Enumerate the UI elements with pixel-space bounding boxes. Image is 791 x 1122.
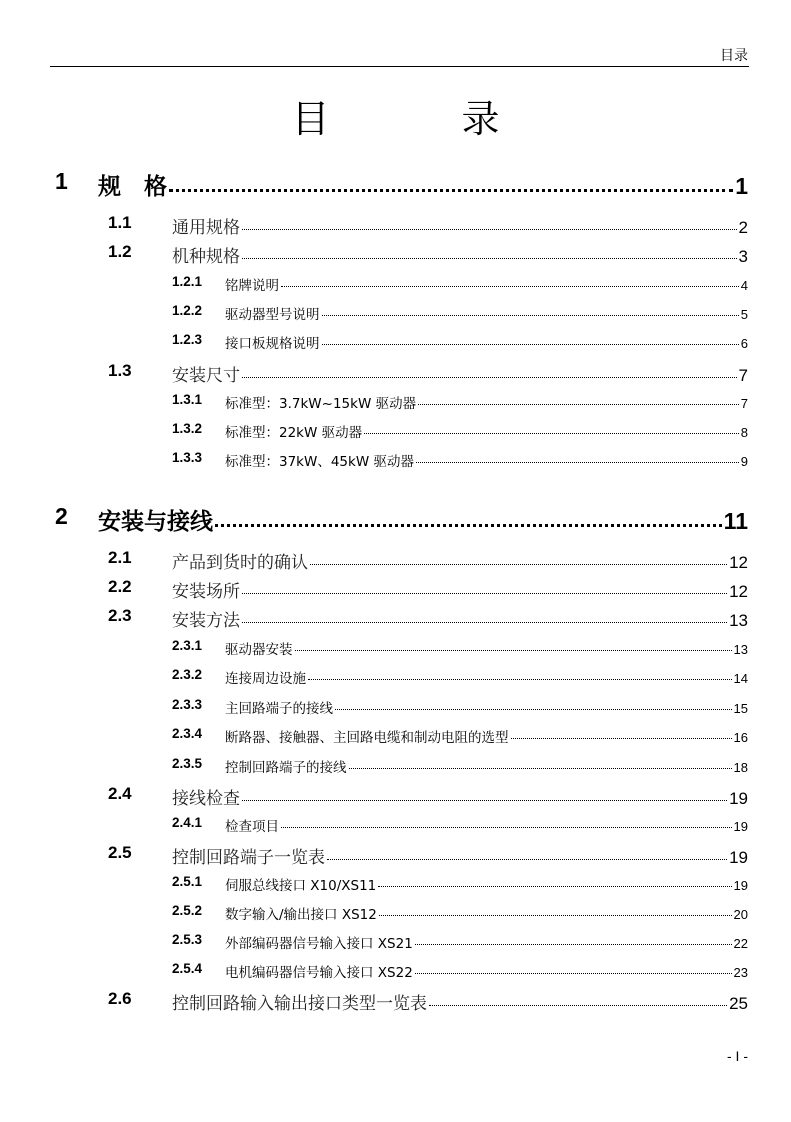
toc-entry-number: 1.3.3 xyxy=(172,450,203,465)
toc-entry[interactable] xyxy=(0,874,748,894)
toc-entry-number: 1.3.2 xyxy=(172,421,203,436)
toc-leader-dots xyxy=(322,344,739,345)
toc-entry-number: 2.3.5 xyxy=(172,756,203,771)
toc-entry-number: 2.3.4 xyxy=(172,726,203,741)
toc-entry-title: 规 格 xyxy=(98,174,167,200)
toc-leader-dots xyxy=(378,886,731,887)
toc-entry[interactable] xyxy=(0,242,748,267)
toc-entry[interactable] xyxy=(0,784,748,809)
toc-leader-dots xyxy=(281,827,732,828)
toc-entry-title: 驱动器型号说明 xyxy=(225,307,320,323)
toc-entry-number: 1.2.2 xyxy=(172,303,203,318)
toc-entry[interactable] xyxy=(0,932,748,952)
toc-leader-dots xyxy=(322,315,739,316)
toc-entry-title: 标准型：3.7kW~15kW 驱动器 xyxy=(225,396,417,412)
toc-entry[interactable] xyxy=(0,332,748,352)
toc-leader-dots xyxy=(308,679,732,680)
toc-entry-page: 6 xyxy=(740,336,748,351)
toc-entry-page: 2 xyxy=(738,218,748,237)
toc-entry-title: 数字输入/输出接口 XS12 xyxy=(225,907,377,923)
toc-entry-number: 2.5.1 xyxy=(172,874,203,889)
toc-entry-number: 2.3.1 xyxy=(172,638,203,653)
toc-entry-title: 接线检查 xyxy=(172,789,240,809)
toc-entry-title: 安装尺寸 xyxy=(172,366,240,386)
toc-entry-number: 1 xyxy=(55,168,68,194)
toc-entry-number: 2 xyxy=(55,503,68,529)
page-number: - I - xyxy=(727,1048,748,1064)
toc-entry[interactable] xyxy=(0,421,748,441)
toc-entry[interactable] xyxy=(0,361,748,386)
toc-entry-page: 4 xyxy=(740,278,748,293)
toc-entry-number: 1.3.1 xyxy=(172,392,203,407)
toc-leader-dots xyxy=(242,229,737,230)
toc-entry-number: 2.1 xyxy=(108,548,132,567)
toc-entry-page: 19 xyxy=(733,819,748,834)
toc-entry-title: 控制回路端子一览表 xyxy=(172,848,325,868)
toc-entry-number: 2.4.1 xyxy=(172,815,203,830)
toc-entry-title: 接口板规格说明 xyxy=(225,336,320,352)
toc-entry[interactable] xyxy=(0,392,748,412)
toc-entry[interactable] xyxy=(0,961,748,981)
toc-entry[interactable] xyxy=(0,450,748,470)
toc-entry-page: 3 xyxy=(738,247,748,266)
toc-entry-title: 主回路端子的接线 xyxy=(225,701,333,717)
toc-leader-dots xyxy=(418,404,739,405)
toc-entry-number: 2.2 xyxy=(108,577,132,596)
toc-leader-dots xyxy=(415,944,732,945)
toc-entry-page: 25 xyxy=(729,994,748,1013)
toc-entry-page: 22 xyxy=(733,936,748,951)
toc-entry[interactable] xyxy=(0,989,748,1014)
toc-entry[interactable] xyxy=(0,213,748,238)
toc-entry[interactable] xyxy=(0,503,748,536)
toc-entry-title: 控制回路端子的接线 xyxy=(225,760,347,776)
toc-entry-page: 19 xyxy=(729,789,748,808)
toc-entry-title: 电机编码器信号输入接口 XS22 xyxy=(225,965,413,981)
toc-leader-dots xyxy=(281,286,739,287)
toc-leader-dots xyxy=(327,859,727,860)
toc-leader-dots xyxy=(379,915,732,916)
page-title: 目 录 xyxy=(291,97,560,141)
toc-entry-number: 2.5 xyxy=(108,843,132,862)
toc-entry-page: 12 xyxy=(729,582,748,601)
toc-entry-number: 2.3 xyxy=(108,606,132,625)
toc-entry-number: 2.5.2 xyxy=(172,903,203,918)
toc-entry-number: 2.5.4 xyxy=(172,961,203,976)
toc-entry[interactable] xyxy=(0,667,748,687)
toc-entry[interactable] xyxy=(0,726,748,746)
toc-entry[interactable] xyxy=(0,577,748,602)
toc-leader-dots xyxy=(242,258,737,259)
toc-leader-dots xyxy=(169,189,733,192)
toc-leader-dots xyxy=(511,738,732,739)
toc-entry-title: 伺服总线接口 X10/XS11 xyxy=(225,878,377,894)
toc-entry[interactable] xyxy=(0,843,748,868)
toc-entry-page: 8 xyxy=(740,425,748,440)
toc-leader-dots xyxy=(242,800,727,801)
toc-entry-title: 连接周边设施 xyxy=(225,671,306,687)
toc-entry[interactable] xyxy=(0,303,748,323)
toc-leader-dots xyxy=(242,593,727,594)
toc-entry-number: 1.2.3 xyxy=(172,332,203,347)
toc-leader-dots xyxy=(242,377,737,378)
toc-entry-title: 通用规格 xyxy=(172,218,240,238)
toc-entry-number: 1.2 xyxy=(108,242,132,261)
toc-entry-page: 16 xyxy=(733,730,748,745)
toc-entry-title: 外部编码器信号输入接口 XS21 xyxy=(225,936,413,952)
toc-entry-title: 标准型：37kW、45kW 驱动器 xyxy=(225,454,414,470)
toc-entry-page: 23 xyxy=(733,965,748,980)
toc-leader-dots xyxy=(295,650,732,651)
toc-entry-number: 2.4 xyxy=(108,784,132,803)
toc-entry-number: 2.5.3 xyxy=(172,932,203,947)
toc-leader-dots xyxy=(310,564,727,565)
toc-entry-page: 13 xyxy=(733,642,748,657)
toc-entry[interactable] xyxy=(0,903,748,923)
toc-entry-title: 控制回路输入输出接口类型一览表 xyxy=(172,994,427,1014)
header-rule xyxy=(50,66,749,67)
toc-entry-page: 15 xyxy=(733,701,748,716)
toc-entry-page: 20 xyxy=(733,907,748,922)
toc-leader-dots xyxy=(416,462,739,463)
toc-entry-page: 1 xyxy=(735,173,748,199)
toc-leader-dots xyxy=(215,524,722,527)
toc-leader-dots xyxy=(415,973,732,974)
toc-entry-number: 2.6 xyxy=(108,989,132,1008)
toc-entry[interactable] xyxy=(0,697,748,717)
toc-entry-page: 7 xyxy=(740,396,748,411)
toc-leader-dots xyxy=(242,622,727,623)
toc-entry-page: 5 xyxy=(740,307,748,322)
toc-entry-page: 11 xyxy=(723,508,748,534)
toc-entry-title: 驱动器安装 xyxy=(225,642,293,658)
toc-leader-dots xyxy=(364,433,739,434)
toc-entry-page: 7 xyxy=(738,366,748,385)
toc-entry-number: 1.3 xyxy=(108,361,132,380)
toc-entry[interactable] xyxy=(0,606,748,631)
toc-entry-title: 标准型：22kW 驱动器 xyxy=(225,425,363,441)
toc-entry-page: 14 xyxy=(733,671,748,686)
toc-entry-title: 断路器、接触器、主回路电缆和制动电阻的选型 xyxy=(225,730,509,746)
toc-entry[interactable] xyxy=(0,168,748,201)
toc-entry-title: 产品到货时的确认 xyxy=(172,553,308,573)
toc-entry-number: 2.3.2 xyxy=(172,667,203,682)
toc-leader-dots xyxy=(349,768,732,769)
toc-entry-title: 安装方法 xyxy=(172,611,240,631)
toc-entry-page: 9 xyxy=(740,454,748,469)
toc-entry[interactable] xyxy=(0,638,748,658)
toc-entry-number: 2.3.3 xyxy=(172,697,203,712)
toc-entry-page: 18 xyxy=(733,760,748,775)
toc-leader-dots xyxy=(429,1005,727,1006)
toc-entry[interactable] xyxy=(0,274,748,294)
toc-entry[interactable] xyxy=(0,548,748,573)
toc-entry-title: 检查项目 xyxy=(225,819,279,835)
toc-entry-title: 铭牌说明 xyxy=(225,278,279,294)
toc-entry[interactable] xyxy=(0,756,748,776)
toc-entry-number: 1.2.1 xyxy=(172,274,203,289)
toc-entry-title: 安装与接线 xyxy=(98,509,213,535)
toc-entry-title: 安装场所 xyxy=(172,582,240,602)
toc-entry-page: 12 xyxy=(729,553,748,572)
toc-entry-number: 1.1 xyxy=(108,213,132,232)
running-header: 目录 xyxy=(720,48,748,64)
toc-entry-title: 机种规格 xyxy=(172,247,240,267)
toc-entry-page: 13 xyxy=(729,611,748,630)
toc-leader-dots xyxy=(335,709,732,710)
toc-entry[interactable] xyxy=(0,815,748,835)
toc-entry-page: 19 xyxy=(729,848,748,867)
toc-entry-page: 19 xyxy=(733,878,748,893)
